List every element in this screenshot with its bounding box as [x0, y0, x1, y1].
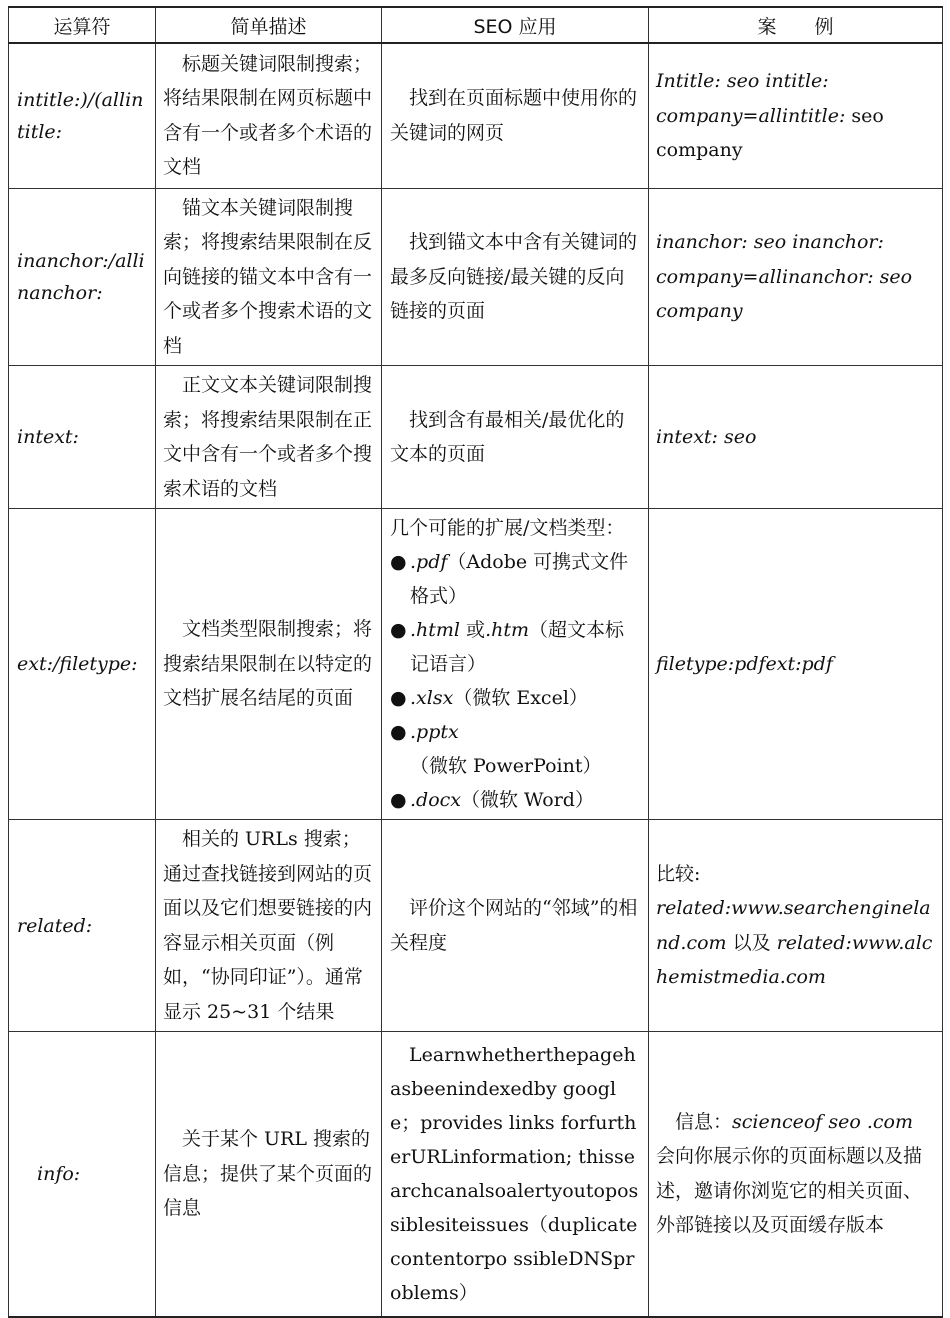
- header-seo-use: SEO 应用: [382, 7, 649, 43]
- table-row: [9, 1032, 943, 1317]
- operator-text: ext:/filetype:: [17, 653, 138, 675]
- description-cell: [156, 43, 382, 188]
- description-cell: [156, 509, 382, 820]
- example-text: intext: seo: [656, 425, 757, 448]
- example-cell: [649, 509, 943, 820]
- description-text: 正文文本关键词限制搜索；将搜索结果限制在正文中含有一个或者多个搜索术语的文档: [163, 374, 373, 500]
- header-row: [9, 7, 943, 43]
- seo-text: 找到在页面标题中使用你的关键词的网页: [390, 87, 638, 144]
- seo-cell: [382, 820, 649, 1032]
- example-text-plain: seo company: [656, 104, 884, 161]
- operator-cell: [9, 43, 156, 188]
- description-cell: [156, 188, 382, 366]
- list-item: ● .xlsx（微软 Excel）: [390, 681, 642, 715]
- operator-cell: [9, 1032, 156, 1317]
- list-item: ● .pdf（Adobe 可携式文件格式）: [390, 545, 642, 613]
- table-row: [9, 509, 943, 820]
- example-cell: [649, 43, 943, 188]
- seo-text: Learnwhetherthepagehasbeenindexedby google；provides links forfurtherURLinformation; thissearchcanalsoalertyoutopossiblesiteissues（duplicate contentorpo ssibleDNSproblems）: [390, 1043, 639, 1304]
- example-cell: [649, 1032, 943, 1317]
- operator-cell: [9, 509, 156, 820]
- example-cell: [649, 366, 943, 509]
- list-item: ● .pptx（微软 PowerPoint）: [390, 715, 642, 783]
- example-text: inanchor: seo inanchor: company=allinanchor: seo company: [656, 231, 913, 322]
- seo-text: 找到锚文本中含有关键词的最多反向链接/最关键的反向链接的页面: [390, 231, 638, 322]
- operator-text: intitle:)/(allintitle:: [17, 88, 144, 143]
- seo-text: 找到含有最相关/最优化的文本的页面: [390, 408, 625, 465]
- bullet-icon: ●: [390, 687, 407, 709]
- description-text: 相关的 URLs 搜索；通过查找链接到网站的页面以及它们想要链接的内容显示相关页面（例如，“协同印证”）。通常显示 25~31 个结果: [163, 828, 373, 1023]
- operator-text: info:: [37, 1162, 81, 1185]
- operator-text: inanchor:/allinanchor:: [17, 249, 145, 304]
- example-text: 比较: related:www.searchengineland.com 以及 related:www.alchemistmedia.com: [656, 862, 933, 988]
- example-cell: [649, 188, 943, 366]
- header-description: 简单描述: [156, 7, 382, 43]
- seo-cell: [382, 366, 649, 509]
- seo-intro: 几个可能的扩展/文档类型：: [390, 517, 625, 539]
- description-text: 文档类型限制搜索；将搜索结果限制在以特定的文档扩展名结尾的页面: [163, 618, 373, 710]
- seo-cell: [382, 509, 649, 820]
- bullet-icon: ●: [390, 789, 407, 811]
- description-cell: [156, 820, 382, 1032]
- operator-text: intext:: [17, 426, 79, 448]
- bullet-icon: ●: [390, 721, 407, 743]
- seo-cell: [382, 188, 649, 366]
- seo-cell: [382, 43, 649, 188]
- table-row: [9, 43, 943, 188]
- operator-table: [8, 6, 943, 1318]
- header-operator: 运算符: [9, 7, 156, 43]
- description-text: 锚文本关键词限制搜索；将搜索结果限制在反向链接的锚文本中含有一个或者多个搜索术语的文档: [163, 196, 373, 357]
- header-example: 案 例: [649, 7, 943, 43]
- operator-cell: [9, 366, 156, 509]
- example-text: filetype:pdfext:pdf: [656, 652, 833, 675]
- list-item: ● .docx（微软 Word）: [390, 783, 642, 817]
- example-text: Intitle: seo intitle: company=allintitle:: [656, 70, 846, 127]
- description-cell: [156, 1032, 382, 1317]
- description-cell: [156, 366, 382, 509]
- list-item: ● .html 或.htm（超文本标记语言）: [390, 613, 642, 681]
- table-row: [9, 188, 943, 366]
- table-row: [9, 366, 943, 509]
- description-text: 标题关键词限制搜索；将结果限制在网页标题中含有一个或者多个术语的文档: [163, 52, 373, 179]
- table-row: [9, 820, 943, 1032]
- seo-text: 评价这个网站的“邻域”的相关程度: [390, 897, 638, 954]
- operator-text: related:: [17, 914, 93, 937]
- description-text: 关于某个 URL 搜索的信息；提供了某个页面的信息: [163, 1128, 373, 1219]
- bullet-icon: ●: [390, 551, 407, 573]
- seo-cell: [382, 1032, 649, 1317]
- bullet-icon: ●: [390, 619, 407, 641]
- example-text: 信息：scienceof seo .com 会向你展示你的页面标题以及描述，邀请你浏览它的相关页面、外部链接以及页面缓存版本: [656, 1110, 923, 1237]
- operator-cell: [9, 188, 156, 366]
- operator-cell: [9, 820, 156, 1032]
- example-cell: [649, 820, 943, 1032]
